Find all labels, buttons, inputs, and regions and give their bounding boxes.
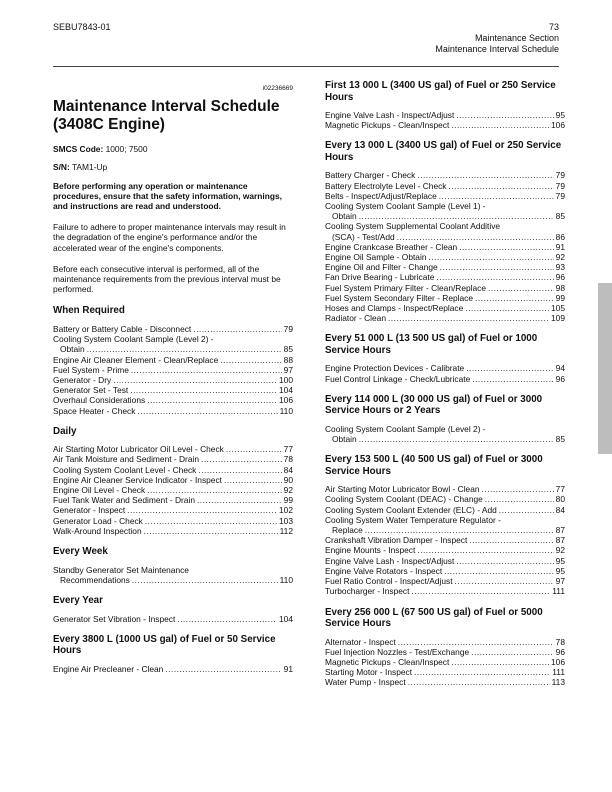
task-name: Fuel System Primary Filter - Clean/Replace xyxy=(325,282,487,293)
interval-heading: Every 3800 L (1000 US gal) of Fuel or 50 Service Hours xyxy=(53,633,276,657)
task-entry[interactable] xyxy=(53,565,293,575)
dot-leader xyxy=(113,375,277,385)
task-name: Fuel System - Prime xyxy=(53,364,129,375)
dot-leader xyxy=(131,365,282,375)
interval-heading: Every Week xyxy=(53,546,108,558)
task-page-ref: 86 xyxy=(555,231,565,242)
dot-leader xyxy=(482,484,554,494)
page-title: Maintenance Interval Schedule (3408C Engine) xyxy=(53,98,280,134)
dot-leader xyxy=(147,395,277,405)
dot-leader xyxy=(499,505,554,515)
task-page-ref: 96 xyxy=(555,646,565,657)
task-entry[interactable] xyxy=(325,434,565,444)
task-page-ref: 80 xyxy=(555,494,565,505)
dot-leader xyxy=(428,252,553,262)
task-entry[interactable] xyxy=(53,344,293,354)
task-entry[interactable] xyxy=(53,614,293,624)
dot-leader xyxy=(469,535,553,545)
task-page-ref: 84 xyxy=(555,504,565,515)
right-interval-sections xyxy=(325,80,565,688)
task-name: Cooling System Coolant Level - Check xyxy=(53,464,197,475)
task-entry[interactable] xyxy=(325,242,565,252)
document-id: SEBU7843-01 xyxy=(53,22,111,32)
task-entry[interactable] xyxy=(325,272,565,282)
task-name: Engine Oil Sample - Obtain xyxy=(325,252,427,263)
task-entry[interactable] xyxy=(325,201,565,211)
task-entry[interactable] xyxy=(325,677,565,687)
task-entry[interactable] xyxy=(325,494,565,504)
task-entry[interactable] xyxy=(325,120,565,130)
dot-leader xyxy=(201,454,282,464)
task-page-ref: 97 xyxy=(555,576,565,587)
dot-leader xyxy=(436,272,553,282)
task-name: Cooling System Coolant Sample (Level 2) - xyxy=(325,423,486,434)
task-name: Magnetic Pickups - Clean/Inspect xyxy=(325,656,450,667)
task-entry[interactable] xyxy=(53,495,293,505)
task-page-ref: 95 xyxy=(555,565,565,576)
task-name: Recommendations xyxy=(60,574,130,585)
running-header xyxy=(435,22,559,55)
task-name: Overhaul Considerations xyxy=(53,395,146,406)
dot-leader xyxy=(145,516,277,526)
task-page-ref: 91 xyxy=(555,241,565,252)
task-page-ref: 106 xyxy=(551,656,565,667)
task-name: Radiator - Clean xyxy=(325,313,386,324)
task-name: Air Tank Moisture and Sediment - Drain xyxy=(53,454,200,465)
task-entry[interactable] xyxy=(325,424,565,434)
dot-leader xyxy=(417,170,553,180)
task-name: Obtain xyxy=(332,434,357,445)
interval-heading: Every 114 000 L (30 000 US gal) of Fuel or 3000 Service Hours or 2 Years xyxy=(325,393,543,417)
dot-leader xyxy=(388,313,549,323)
reference-id: i02236669 xyxy=(262,85,293,92)
task-entry[interactable] xyxy=(325,232,565,242)
task-page-ref: 110 xyxy=(279,405,293,416)
task-name: (SCA) - Test/Add xyxy=(332,231,395,242)
interval-task-list xyxy=(53,565,293,585)
dot-leader xyxy=(475,293,554,303)
interval-task-list xyxy=(325,170,565,323)
task-page-ref: 111 xyxy=(552,586,565,597)
dot-leader xyxy=(456,556,553,566)
dot-leader xyxy=(359,434,554,444)
page-number: 73 xyxy=(548,22,559,32)
task-entry[interactable] xyxy=(53,444,293,454)
dot-leader xyxy=(144,526,278,536)
task-page-ref: 100 xyxy=(279,374,293,385)
task-name: Space Heater - Check xyxy=(53,405,136,416)
task-entry[interactable] xyxy=(325,374,565,384)
task-page-ref: 99 xyxy=(283,495,293,506)
task-entry[interactable] xyxy=(53,385,293,395)
task-entry[interactable] xyxy=(53,475,293,485)
task-page-ref: 93 xyxy=(555,262,565,273)
task-page-ref: 79 xyxy=(555,170,565,181)
task-page-ref: 88 xyxy=(283,354,293,365)
dot-leader xyxy=(485,494,554,504)
task-page-ref: 77 xyxy=(283,444,293,455)
task-page-ref: 102 xyxy=(279,505,293,516)
task-page-ref: 91 xyxy=(283,663,293,674)
dot-leader xyxy=(147,485,282,495)
task-name: Cooling System Coolant Extender (ELC) - Add xyxy=(325,504,497,515)
dot-leader xyxy=(417,545,553,555)
task-name: Cooling System Supplemental Coolant Additive xyxy=(325,221,501,232)
task-entry[interactable] xyxy=(325,576,565,586)
task-entry[interactable] xyxy=(325,586,565,596)
task-entry[interactable] xyxy=(325,110,565,120)
task-page-ref: 87 xyxy=(555,525,565,536)
dot-leader xyxy=(451,657,549,667)
task-entry[interactable] xyxy=(53,334,293,344)
interval-task-list xyxy=(53,324,293,416)
dot-leader xyxy=(359,211,554,221)
section-thumb-tab xyxy=(598,283,612,454)
dot-leader xyxy=(177,614,277,624)
task-name: Crankshaft Vibration Damper - Inspect xyxy=(325,535,468,546)
interval-heading: Every 13 000 L (3400 US gal) of Fuel or 250 Service Hours xyxy=(325,140,562,163)
task-entry[interactable] xyxy=(325,647,565,657)
dot-leader xyxy=(472,374,553,384)
interval-task-list xyxy=(325,424,565,444)
dot-leader xyxy=(444,566,554,576)
task-name: Magnetic Pickups - Clean/Inspect xyxy=(325,120,450,131)
interval-heading: Every Year xyxy=(53,595,103,606)
task-page-ref: 77 xyxy=(555,484,565,495)
task-name: Engine Mounts - Inspect xyxy=(325,545,416,556)
task-page-ref: 87 xyxy=(555,535,565,546)
task-entry[interactable] xyxy=(325,363,565,373)
task-page-ref: 92 xyxy=(555,545,565,556)
task-entry[interactable] xyxy=(53,505,293,515)
task-entry[interactable] xyxy=(325,262,565,272)
subsection-name: Maintenance Interval Schedule xyxy=(435,44,559,54)
task-page-ref: 84 xyxy=(283,464,293,475)
task-name: Fuel Tank Water and Sediment - Drain xyxy=(53,495,195,506)
task-name: Belts - Inspect/Adjust/Replace xyxy=(325,190,437,201)
task-page-ref: 98 xyxy=(555,282,565,293)
task-entry[interactable] xyxy=(53,324,293,334)
task-entry[interactable] xyxy=(53,664,293,674)
task-name: Hoses and Clamps - Inspect/Replace xyxy=(325,303,464,314)
dot-leader xyxy=(220,355,281,365)
task-entry[interactable] xyxy=(53,575,293,585)
intro-paragraph-2: Before each consecutive interval is performed, all of the maintenance requirements from the previous interval must be performed. xyxy=(53,263,281,295)
dot-leader xyxy=(449,181,554,191)
task-entry[interactable] xyxy=(53,406,293,416)
task-name: Turbocharger - Inspect xyxy=(325,586,410,597)
dot-leader xyxy=(466,363,553,373)
dot-leader xyxy=(455,576,554,586)
dot-leader xyxy=(130,385,277,395)
sn-label: S/N: xyxy=(53,162,70,173)
task-entry[interactable] xyxy=(53,526,293,536)
task-entry[interactable] xyxy=(325,211,565,221)
task-page-ref: 104 xyxy=(279,385,293,396)
sn-value: TAM1-Up xyxy=(71,162,108,173)
task-page-ref: 97 xyxy=(283,364,293,375)
task-page-ref: 79 xyxy=(555,180,565,191)
task-name: Engine Valve Lash - Inspect/Adjust xyxy=(325,110,455,120)
dot-leader xyxy=(471,647,554,657)
task-page-ref: 95 xyxy=(555,555,565,566)
task-name: Engine Valve Lash - Inspect/Adjust xyxy=(325,555,455,566)
task-entry[interactable] xyxy=(53,355,293,365)
task-entry[interactable] xyxy=(325,181,565,191)
task-page-ref: 79 xyxy=(555,190,565,201)
task-name: Engine Valve Rotators - Inspect xyxy=(325,565,443,576)
task-page-ref: 111 xyxy=(552,667,565,678)
section-name: Maintenance Section xyxy=(474,33,559,43)
smcs-label: SMCS Code: xyxy=(53,144,104,155)
task-entry[interactable] xyxy=(53,485,293,495)
dot-leader xyxy=(459,242,553,252)
dot-leader xyxy=(414,667,550,677)
task-page-ref: 112 xyxy=(279,525,293,536)
task-name: Engine Air Precleaner - Clean xyxy=(53,663,164,674)
task-page-ref: 85 xyxy=(555,211,565,222)
task-name: Battery Charger - Check xyxy=(325,170,416,181)
task-page-ref: 90 xyxy=(283,474,293,485)
header-divider xyxy=(53,66,559,67)
interval-heading: First 13 000 L (3400 US gal) of Fuel or 250 Service Hours xyxy=(325,80,556,103)
right-column xyxy=(325,80,565,696)
task-name: Generator Set - Test xyxy=(53,385,129,396)
task-name: Generator Set Vibration - Inspect xyxy=(53,613,176,624)
task-name: Engine Crankcase Breather - Clean xyxy=(325,241,458,252)
task-entry[interactable] xyxy=(325,293,565,303)
task-name: Air Starting Motor Lubricator Oil Level - Check xyxy=(53,444,224,455)
dot-leader xyxy=(408,677,550,687)
task-name: Walk-Around Inspection xyxy=(53,525,142,536)
task-name: Generator - Inspect xyxy=(53,505,126,516)
dot-leader xyxy=(440,262,554,272)
task-page-ref: 92 xyxy=(283,485,293,496)
task-entry[interactable] xyxy=(325,484,565,494)
dot-leader xyxy=(398,637,554,647)
task-page-ref: 99 xyxy=(555,292,565,303)
task-name: Fuel Ratio Control - Inspect/Adjust xyxy=(325,576,453,587)
dot-leader xyxy=(127,505,277,515)
task-page-ref: 94 xyxy=(555,363,565,374)
smcs-code xyxy=(53,144,293,154)
dot-leader xyxy=(451,120,549,130)
dot-leader xyxy=(193,324,281,334)
dot-leader xyxy=(137,406,277,416)
task-entry[interactable] xyxy=(53,516,293,526)
task-page-ref: 92 xyxy=(555,252,565,263)
task-entry[interactable] xyxy=(325,556,565,566)
dot-leader xyxy=(224,475,282,485)
task-entry[interactable] xyxy=(53,465,293,475)
left-column xyxy=(53,80,293,682)
interval-heading: When Required xyxy=(53,305,125,317)
intro-paragraph-1: Failure to adhere to proper maintenance intervals may result in the degradation of the engine's performance and/or the accelerated wear of the engine's components. xyxy=(53,222,286,253)
task-entry[interactable] xyxy=(53,395,293,405)
task-page-ref: 110 xyxy=(279,574,293,585)
task-name: Battery or Battery Cable - Disconnect xyxy=(53,323,192,334)
dot-leader xyxy=(488,283,554,293)
task-name: Cooling System Coolant Sample (Level 1) - xyxy=(325,201,486,212)
task-page-ref: 113 xyxy=(551,677,565,688)
task-entry[interactable] xyxy=(325,525,565,535)
task-page-ref: 95 xyxy=(555,110,565,120)
task-entry[interactable] xyxy=(325,637,565,647)
task-name: Fuel Injection Nozzles - Test/Exchange xyxy=(325,646,470,657)
task-name: Standby Generator Set Maintenance xyxy=(53,564,189,575)
task-page-ref: 106 xyxy=(279,395,293,406)
task-name: Battery Electrolyte Level - Check xyxy=(325,180,447,191)
task-name: Air Starting Motor Lubricator Bowl - Clean xyxy=(325,484,480,495)
interval-heading: Daily xyxy=(53,425,77,437)
task-name: Cooling System Coolant Sample (Level 2) - xyxy=(53,334,214,345)
left-interval-sections xyxy=(53,305,293,673)
task-name: Generator Load - Check xyxy=(53,515,143,526)
dot-leader xyxy=(465,303,549,313)
safety-warning: Before performing any operation or maintenance procedures, ensure that the safety information, warnings, and instructions are read and understood. xyxy=(53,180,282,212)
smcs-value: 1000; 7500 xyxy=(105,144,148,155)
dot-leader xyxy=(87,344,282,354)
task-entry[interactable] xyxy=(325,657,565,667)
task-page-ref: 96 xyxy=(555,373,565,384)
task-entry[interactable] xyxy=(325,566,565,576)
task-name: Generator - Dry xyxy=(53,374,112,385)
task-page-ref: 79 xyxy=(283,323,293,334)
task-name: Engine Oil Level - Check xyxy=(53,485,146,496)
dot-leader xyxy=(411,586,550,596)
task-entry[interactable] xyxy=(53,365,293,375)
task-name: Engine Air Cleaner Element - Clean/Replace xyxy=(53,354,219,365)
task-entry[interactable] xyxy=(325,283,565,293)
task-page-ref: 78 xyxy=(283,454,293,465)
task-name: Water Pump - Inspect xyxy=(325,677,406,688)
dot-leader xyxy=(197,495,282,505)
interval-task-list xyxy=(325,484,565,596)
task-entry[interactable] xyxy=(325,170,565,180)
task-name: Obtain xyxy=(60,344,85,355)
dot-leader xyxy=(397,232,554,242)
task-page-ref: 106 xyxy=(551,120,565,131)
task-entry[interactable] xyxy=(325,191,565,201)
interval-task-list xyxy=(53,664,293,674)
dot-leader xyxy=(132,575,278,585)
task-name: Alternator - Inspect xyxy=(325,636,396,647)
task-name: Starting Motor - Inspect xyxy=(325,667,413,678)
task-name: Engine Oil and Filter - Change xyxy=(325,262,438,273)
interval-task-list xyxy=(53,614,293,624)
task-entry[interactable] xyxy=(325,535,565,545)
task-name: Obtain xyxy=(332,211,357,222)
dot-leader xyxy=(226,444,282,454)
task-entry[interactable] xyxy=(325,313,565,323)
task-entry[interactable] xyxy=(325,252,565,262)
task-name: Replace xyxy=(332,525,363,536)
interval-task-list xyxy=(325,363,565,383)
task-page-ref: 96 xyxy=(555,272,565,283)
task-entry[interactable] xyxy=(53,454,293,464)
task-page-ref: 109 xyxy=(551,313,565,324)
task-entry[interactable] xyxy=(325,667,565,677)
interval-heading: Every 256 000 L (67 500 US gal) of Fuel or 5000 Service Hours xyxy=(325,606,543,629)
task-entry[interactable] xyxy=(325,545,565,555)
task-page-ref: 85 xyxy=(555,434,565,445)
task-name: Fuel Control Linkage - Check/Lubricate xyxy=(325,373,471,384)
task-page-ref: 104 xyxy=(279,613,293,624)
task-name: Fuel System Secondary Filter - Replace xyxy=(325,292,474,303)
interval-task-list xyxy=(325,637,565,688)
task-entry[interactable] xyxy=(325,221,565,231)
interval-task-list xyxy=(325,110,565,130)
task-page-ref: 103 xyxy=(279,515,293,526)
interval-heading: Every 153 500 L (40 500 US gal) of Fuel or 3000 Service Hours xyxy=(325,454,543,477)
dot-leader xyxy=(439,191,554,201)
task-name: Engine Air Cleaner Service Indicator - Inspect xyxy=(53,474,222,485)
task-page-ref: 105 xyxy=(551,303,565,314)
task-name: Fan Drive Bearing - Lubricate xyxy=(325,272,435,283)
dot-leader xyxy=(198,465,281,475)
task-name: Cooling System Water Temperature Regulator - xyxy=(325,514,501,525)
task-page-ref: 78 xyxy=(555,636,565,647)
interval-heading: Every 51 000 L (13 500 US gal) of Fuel or 1000 Service Hours xyxy=(325,333,538,356)
task-name: Engine Protection Devices - Calibrate xyxy=(325,363,465,374)
interval-task-list xyxy=(53,444,293,536)
task-entry[interactable] xyxy=(325,515,565,525)
dot-leader xyxy=(456,110,553,120)
task-page-ref: 85 xyxy=(283,344,293,355)
task-entry[interactable] xyxy=(325,505,565,515)
task-entry[interactable] xyxy=(53,375,293,385)
task-name: Cooling System Coolant (DEAC) - Change xyxy=(325,494,483,505)
task-entry[interactable] xyxy=(325,303,565,313)
serial-number xyxy=(53,162,293,172)
dot-leader xyxy=(365,525,554,535)
dot-leader xyxy=(165,664,281,674)
